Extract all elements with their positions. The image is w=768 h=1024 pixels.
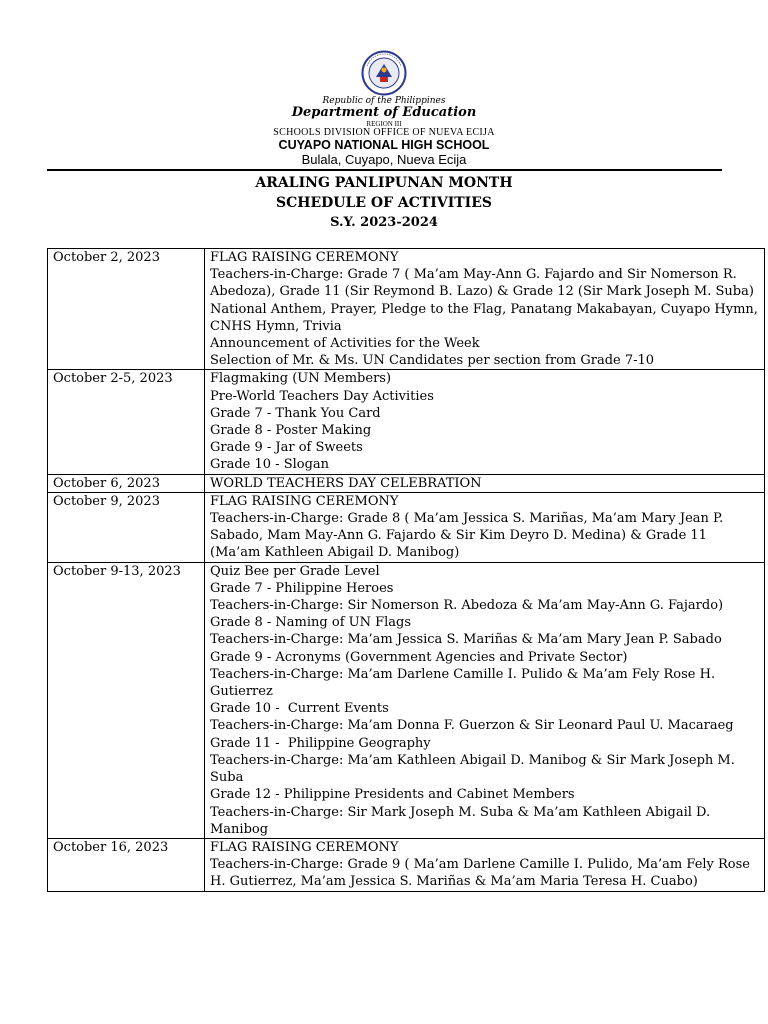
activity-line: Grade 7 - Thank You Card [210,405,381,421]
activity-line: Pre-World Teachers Day Activities [210,388,434,404]
activity-line: Selection of Mr. & Ms. UN Candidates per section from Grade 7-10 [210,353,655,369]
activity-line: Grade 7 - Philippine Heroes [210,580,394,596]
activity-line: Grade 11 - Philippine Geography [210,735,431,751]
schedule-row [48,370,765,474]
activity-line: Teachers-in-Charge: Grade 7 ( Ma’am May-Ann G. Fajardo and Sir Nomerson R. Abedoza), Grade 11 (Sir Reymond B. Lazo) & Grade 12 (Sir Mark Joseph M. Suba) [210,267,754,300]
schedule-date: October 16, 2023 [48,838,205,891]
schedule-activities [205,562,765,838]
schedule-activities [205,249,765,370]
school-year: S.Y. 2023-2024 [330,215,438,230]
activity-line: Grade 10 - Current Events [210,701,389,717]
letterhead [0,50,768,167]
schedule-date: October 2-5, 2023 [48,370,205,474]
activity-line: Announcement of Activities for the Week [210,336,480,352]
schedule-date: October 9, 2023 [48,492,205,562]
header-divider [47,169,722,171]
republic-line: Republic of the Philippines [322,96,446,106]
schedule-activities [205,474,765,492]
activity-line: Grade 12 - Philippine Presidents and Cabinet Members [210,787,575,803]
activity-line: Teachers-in-Charge: Ma’am Kathleen Abigail D. Manibog & Sir Mark Joseph M. Suba [210,752,739,786]
activity-line: Teachers-in-Charge: Ma’am Darlene Camille I. Pulido & Ma’am Fely Rose H. Gutierrez [210,666,720,700]
deped-seal-icon [361,50,407,96]
document-subtitle: SCHEDULE OF ACTIVITIES [275,195,493,211]
school-address: Bulala, Cuyapo, Nueva Ecija [301,152,467,167]
schedule-date: October 6, 2023 [48,474,205,492]
activity-line: Teachers-in-Charge: Grade 8 ( Ma’am Jessica S. Mariñas, Ma’am Mary Jean P. Sabado, Mam May-Ann G. Fajardo & Sir Kim Deyro D. Medina) & Grade 11 (Ma’am Kathleen Abigail D. Manibog) [210,511,728,561]
schedule-table [47,248,765,892]
activity-line: Grade 8 - Poster Making [210,423,372,439]
schedule-row [48,249,765,370]
activity-line: Flagmaking (UN Members) [210,371,392,387]
activity-line: WORLD TEACHERS DAY CELEBRATION [210,475,482,491]
document-title-block [0,173,768,233]
activity-line: Grade 9 - Acronyms (Government Agencies and Private Sector) [210,649,628,665]
schedule-activities [205,838,765,891]
schedule-activities [205,370,765,474]
activity-line: National Anthem, Prayer, Pledge to the Flag, Panatang Makabayan, Cuyapo Hymn, CNHS Hymn, Trivia [210,301,763,334]
schedule-date: October 9-13, 2023 [48,562,205,838]
activity-line: FLAG RAISING CEREMONY [210,493,399,509]
division-office: SCHOOLS DIVISION OFFICE OF NUEVA ECIJA [273,127,495,138]
activity-line: Teachers-in-Charge: Sir Nomerson R. Abedoza & Ma’am May-Ann G. Fajardo) [210,598,724,614]
activity-line: FLAG RAISING CEREMONY [210,250,399,265]
activity-line: Teachers-in-Charge: Ma’am Donna F. Guerzon & Sir Leonard Paul U. Macaraeg [210,718,734,734]
department-name: Department of Education [291,105,477,120]
school-name: CUYAPO NATIONAL HIGH SCHOOL [278,138,490,152]
activity-line: Teachers-in-Charge: Sir Mark Joseph M. Suba & Ma’am Kathleen Abigail D. Manibog [210,804,715,837]
activity-line: FLAG RAISING CEREMONY [210,839,399,855]
document-title: ARALING PANLIPUNAN MONTH [255,175,513,191]
activity-line: Teachers-in-Charge: Ma’am Jessica S. Mariñas & Ma’am Mary Jean P. Sabado [210,632,722,648]
schedule-row [48,838,765,891]
region-line: REGION III [366,120,402,128]
activity-line: Grade 8 - Naming of UN Flags [210,615,412,631]
schedule-date: October 2, 2023 [48,249,205,370]
activity-line: Grade 10 - Slogan [210,457,330,473]
schedule-row [48,562,765,838]
schedule-activities [205,492,765,562]
activity-line: Grade 9 - Jar of Sweets [210,440,363,456]
schedule-row [48,474,765,492]
activity-line: Teachers-in-Charge: Grade 9 ( Ma’am Darlene Camille I. Pulido, Ma’am Fely Rose H. Gutierrez, Ma’am Jessica S. Mariñas & Ma’am Maria Teresa H. Cuabo) [210,857,755,890]
activity-line: Quiz Bee per Grade Level [210,563,380,579]
schedule-row [48,492,765,562]
